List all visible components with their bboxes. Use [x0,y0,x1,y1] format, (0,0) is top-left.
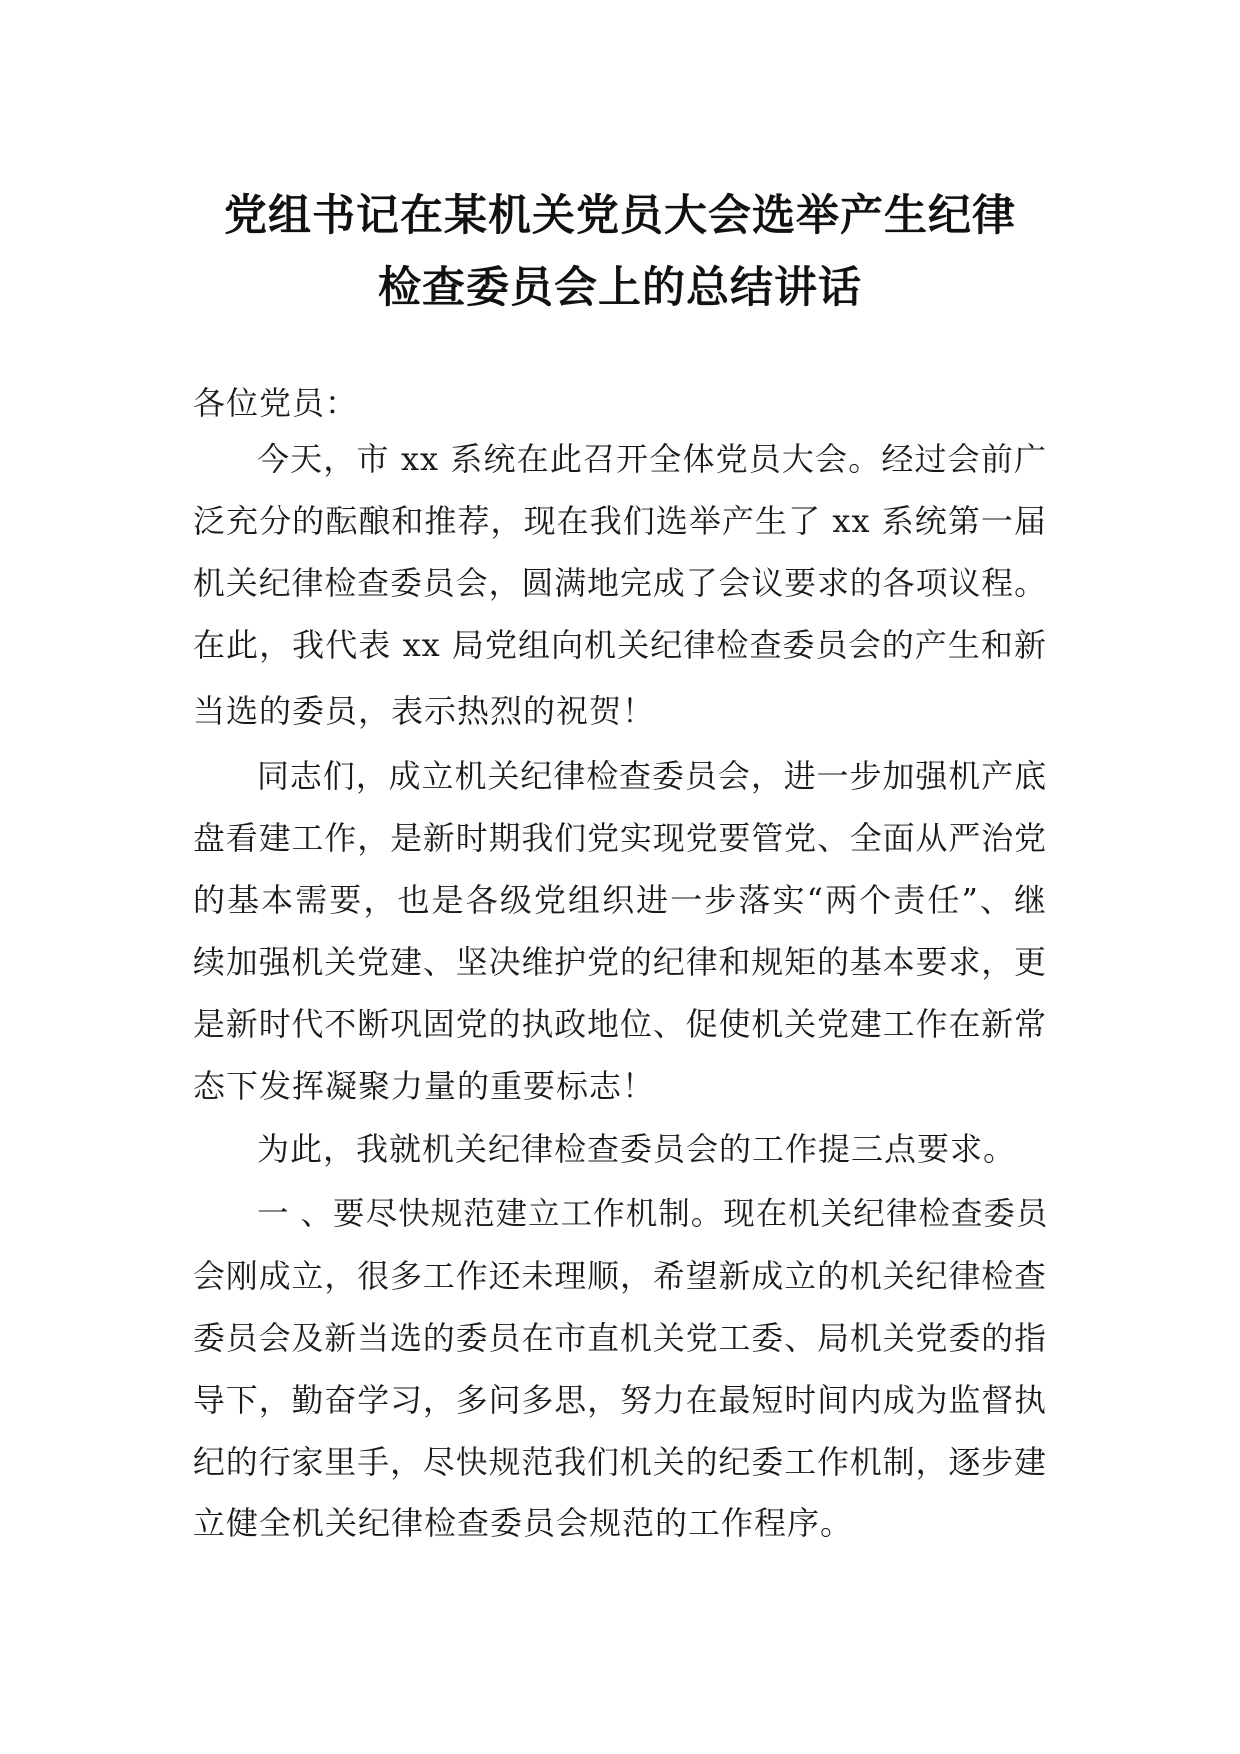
paragraph-opening-end: 当选的委员，表示热烈的祝贺！ [193,692,656,730]
paragraph-line: 在此，我代表 xx 局党组向机关纪律检查委员会的产生和新 [193,626,1047,664]
paragraph-line: 泛充分的酝酿和推荐，现在我们选举产生了 xx 系统第一届 [193,502,1047,540]
paragraph-line: 机关纪律检查委员会，圆满地完成了会议要求的各项议程。 [193,564,1047,602]
paragraph-line: 纪的行家里手，尽快规范我们机关的纪委工作机制，逐步建 [193,1443,1047,1481]
paragraph-line: 一 、要尽快规范建立工作机制。现在机关纪律检查委员 [257,1196,1049,1232]
paragraph-line: 是新时代不断巩固党的执政地位、促使机关党建工作在新常 [193,1005,1047,1043]
paragraph-line: 盘看建工作，是新时期我们党实现党要管党、全面从严治党 [193,819,1047,857]
paragraph-requirement-one-end: 立健全机关纪律检查委员会规范的工作程序。 [193,1504,854,1542]
paragraph-line: 会刚成立，很多工作还未理顺，希望新成立的机关纪律检查 [193,1257,1047,1295]
paragraph-line: 今天，市 xx 系统在此召开全体党员大会。经过会前广 [257,440,1047,478]
paragraph-line: 的基本需要，也是各级党组织进一步落实“两个责任”、继 [193,881,1047,919]
title-line-1: 党组书记在某机关党员大会选举产生纪律 [224,191,1016,241]
title-line-2: 检查委员会上的总结讲话 [378,263,862,313]
paragraph-line: 同志们，成立机关纪律检查委员会，进一步加强机产底 [257,757,1048,795]
paragraph-significance-end: 态下发挥凝聚力量的重要标志！ [193,1067,656,1105]
paragraph-line: 委员会及新当选的委员在市直机关党工委、局机关党委的指 [193,1319,1047,1357]
paragraph-line: 续加强机关党建、坚决维护党的纪律和规矩的基本要求，更 [193,943,1047,981]
greeting: 各位党员： [193,384,359,422]
paragraph-significance [193,745,1047,1055]
paragraph-requirement-one [193,1183,1047,1493]
paragraph-opening [193,428,1047,676]
paragraph-line: 导下，勤奋学习，多问多思，努力在最短时间内成为监督执 [193,1381,1047,1419]
paragraph-requirements-intro: 为此，我就机关纪律检查委员会的工作提三点要求。 [257,1130,1017,1168]
document-title [150,180,1090,324]
